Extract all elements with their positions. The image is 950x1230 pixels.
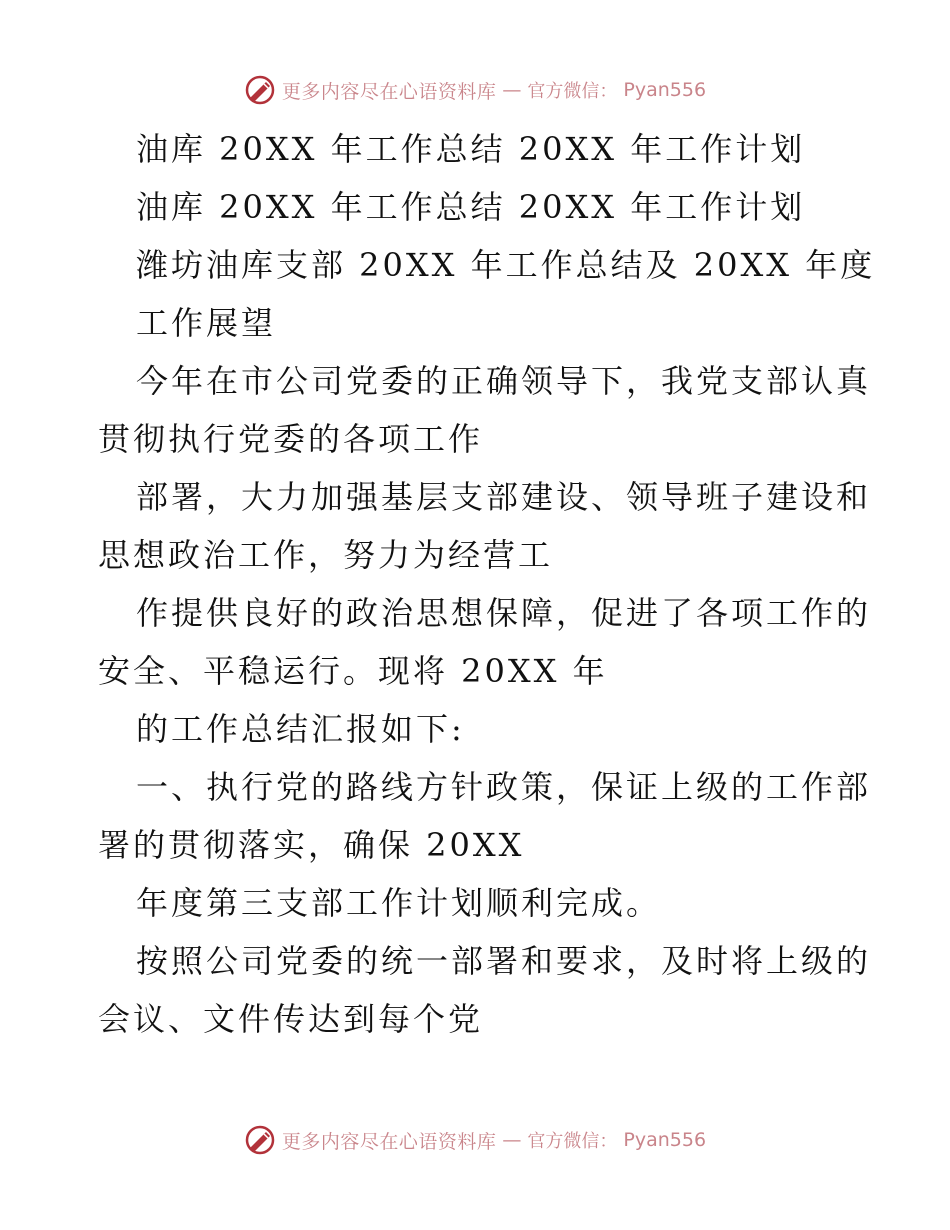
text-line: 贯彻执行党委的各项工作 — [98, 420, 484, 458]
header-watermark — [0, 70, 950, 110]
text-line: 部署，大力加强基层支部建设、领导班子建设和 — [136, 478, 872, 516]
watermark-text: 更多内容尽在心语资料库 — [281, 80, 497, 103]
watermark-id: Pyan556 — [623, 1129, 707, 1151]
document-body — [98, 120, 876, 1048]
text-line: 按照公司党委的统一部署和要求，及时将上级的 — [136, 942, 872, 980]
text-line: 潍坊油库支部 20XX 年工作总结及 20XX 年度 — [136, 246, 876, 284]
text-line: 作提供良好的政治思想保障，促进了各项工作的 — [136, 594, 872, 632]
text-line: 年度第三支部工作计划顺利完成。 — [136, 884, 662, 922]
watermark-text: 更多内容尽在心语资料库 — [281, 1130, 497, 1153]
text-line: 思想政治工作，努力为经营工 — [98, 536, 554, 574]
watermark-id: Pyan556 — [623, 79, 707, 101]
text-line: 今年在市公司党委的正确领导下，我党支部认真 — [136, 362, 872, 400]
text-line: 一、执行党的路线方针政策，保证上级的工作部 — [136, 768, 872, 806]
pen-logo-icon — [244, 1124, 276, 1156]
watermark-separator: — — [502, 79, 522, 101]
text-line: 会议、文件传达到每个党 — [98, 1000, 484, 1038]
text-line: 油库 20XX 年工作总结 20XX 年工作计划 — [136, 130, 806, 168]
watermark-label: 官方微信： — [527, 81, 618, 102]
text-line: 署的贯彻落实，确保 20XX — [98, 826, 525, 864]
text-line: 的工作总结汇报如下: — [136, 710, 465, 748]
watermark-separator: — — [502, 1129, 522, 1151]
text-line: 工作展望 — [136, 304, 277, 342]
text-line: 安全、平稳运行。现将 20XX 年 — [98, 652, 608, 690]
pen-logo-icon — [244, 74, 276, 106]
footer-watermark — [0, 1120, 950, 1160]
text-line: 油库 20XX 年工作总结 20XX 年工作计划 — [136, 188, 806, 226]
watermark-label: 官方微信： — [527, 1131, 618, 1152]
